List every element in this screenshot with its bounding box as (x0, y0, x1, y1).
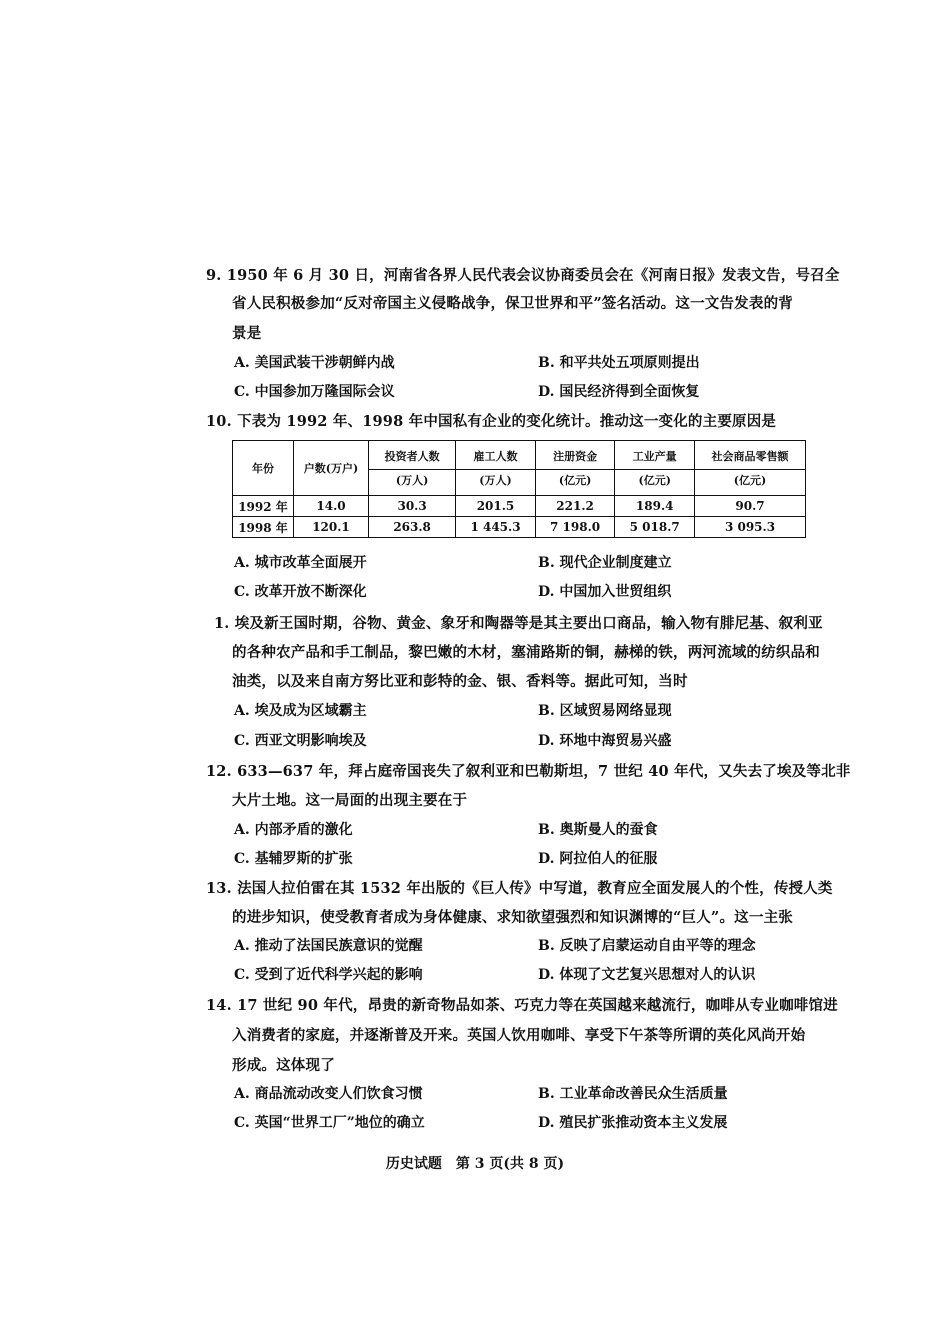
table-cell: 30.3 (369, 496, 456, 517)
table-cell: 189.4 (615, 496, 695, 517)
q14-stem-line-1: 14. 17 世纪 90 年代，昂贵的新奇物品如茶、巧克力等在英国越来越流行，咖啡从专业咖啡馆进 (206, 997, 838, 1014)
table-header-cell: 户数(万户) (294, 441, 369, 496)
q9-stem-line-1: 9. 1950 年 6 月 30 日，河南省各界人民代表会议协商委员会在《河南日报》发表文告，号召全 (206, 267, 840, 284)
q9-option-d: D. 国民经济得到全面恢复 (538, 384, 700, 400)
q13-option-b: B. 反映了启蒙运动自由平等的理念 (538, 938, 756, 954)
table-cell: 120.1 (294, 517, 369, 538)
table-cell: 1 445.3 (456, 517, 536, 538)
q11-stem-line-3: 油类，以及来自南方努比亚和彭特的金、银、香料等。据此可知，当时 (232, 673, 688, 690)
table-header-cell: 年份 (233, 441, 294, 496)
q14-option-c: C. 英国“世界工厂”地位的确立 (234, 1115, 425, 1131)
table-cell: 221.2 (535, 496, 615, 517)
table-cell: 7 198.0 (535, 517, 615, 538)
table-row (233, 496, 806, 517)
table-cell: 14.0 (294, 496, 369, 517)
table-header-cell: 雇工人数 (万人) (456, 441, 536, 496)
q11-option-b: B. 区域贸易网络显现 (538, 703, 672, 719)
table-cell: 201.5 (456, 496, 536, 517)
q9-stem-line-2: 省人民积极参加“反对帝国主义侵略战争，保卫世界和平”签名活动。这一文告发表的背 (232, 295, 793, 312)
q10-stem-line-1: 10. 下表为 1992 年、1998 年中国私有企业的变化统计。推动这一变化的主要原因是 (206, 413, 777, 430)
q11-option-a: A. 埃及成为区域霸主 (234, 703, 367, 719)
q13-stem-line-2: 的进步知识，使受教育者成为身体健康、求知欲望强烈和知识渊博的“巨人”。这一主张 (232, 909, 793, 926)
q11-option-c: C. 西亚文明影响埃及 (234, 733, 367, 749)
q14-stem-line-2: 入消费者的家庭，并逐渐普及开来。英国人饮用咖啡、享受下午茶等所谓的英化风尚开始 (232, 1027, 806, 1044)
q14-option-d: D. 殖民扩张推动资本主义发展 (538, 1115, 728, 1131)
q12-option-a: A. 内部矛盾的激化 (234, 822, 353, 838)
table-cell: 90.7 (695, 496, 806, 517)
table-cell: 263.8 (369, 517, 456, 538)
table-header-cell: 工业产量 (亿元) (615, 441, 695, 496)
q13-option-a: A. 推动了法国民族意识的觉醒 (234, 938, 423, 954)
q14-stem-line-3: 形成。这体现了 (232, 1057, 335, 1074)
table-header-cell: 注册资金 (亿元) (535, 441, 615, 496)
q9-option-a: A. 美国武装干涉朝鲜内战 (234, 355, 395, 371)
q13-stem-line-1: 13. 法国人拉伯雷在其 1532 年出版的《巨人传》中写道，教育应全面发展人的个性，传授人类 (206, 880, 833, 897)
q9-option-b: B. 和平共处五项原则提出 (538, 355, 700, 371)
q10-stats-table (232, 440, 806, 538)
q10-option-c: C. 改革开放不断深化 (234, 584, 367, 600)
q12-stem-line-2: 大片土地。这一局面的出现主要在于 (232, 792, 468, 809)
table-cell: 1992 年 (233, 496, 294, 517)
table-header-cell: 社会商品零售额 (亿元) (695, 441, 806, 496)
table-header-cell: 投资者人数 (万人) (369, 441, 456, 496)
q10-option-d: D. 中国加入世贸组织 (538, 584, 672, 600)
table-row (233, 517, 806, 538)
q10-option-a: A. 城市改革全面展开 (234, 555, 367, 571)
q12-option-c: C. 基辅罗斯的扩张 (234, 851, 353, 867)
q9-stem-line-3: 景是 (232, 325, 262, 342)
q12-option-d: D. 阿拉伯人的征服 (538, 851, 658, 867)
table-cell: 3 095.3 (695, 517, 806, 538)
q14-option-a: A. 商品流动改变人们饮食习惯 (234, 1086, 423, 1102)
q11-stem-line-1: 1. 埃及新王国时期，谷物、黄金、象牙和陶器等是其主要出口商品，输入物有腓尼基、叙利亚 (214, 615, 823, 632)
q14-option-b: B. 工业革命改善民众生活质量 (538, 1086, 728, 1102)
q13-option-d: D. 体现了文艺复兴思想对人的认识 (538, 967, 756, 983)
table-cell: 5 018.7 (615, 517, 695, 538)
page-footer: 历史试题 第 3 页(共 8 页) (385, 1156, 565, 1172)
table-cell: 1998 年 (233, 517, 294, 538)
table-header-row (233, 441, 806, 496)
q10-option-b: B. 现代企业制度建立 (538, 555, 672, 571)
q11-stem-line-2: 的各种农产品和手工制品，黎巴嫩的木材，塞浦路斯的铜，赫梯的铁，两河流域的纺织品和 (232, 644, 820, 661)
q13-option-c: C. 受到了近代科学兴起的影响 (234, 967, 423, 983)
q12-stem-line-1: 12. 633—637 年，拜占庭帝国丧失了叙利亚和巴勒斯坦，7 世纪 40 年代，又失去了埃及等北非 (206, 763, 851, 780)
q11-option-d: D. 环地中海贸易兴盛 (538, 733, 672, 749)
q9-option-c: C. 中国参加万隆国际会议 (234, 384, 395, 400)
q12-option-b: B. 奥斯曼人的蚕食 (538, 822, 658, 838)
